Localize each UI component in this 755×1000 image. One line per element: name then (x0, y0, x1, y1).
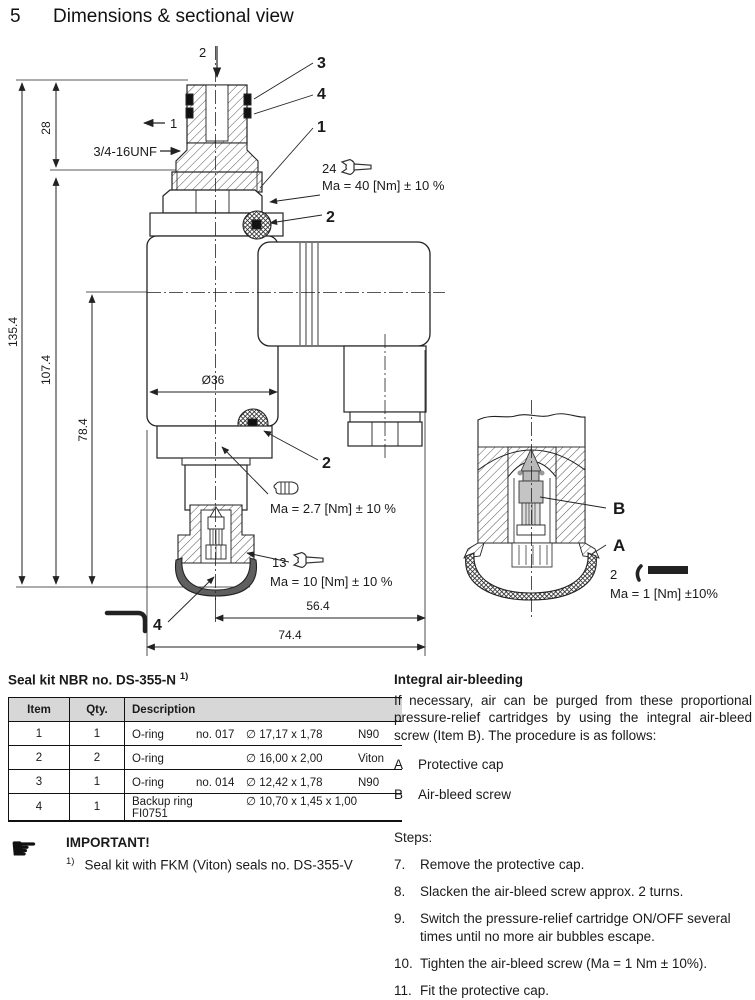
item-4b-label: 4 (153, 617, 162, 634)
step-item: 10. Tighten the air-bleed screw (Ma = 1 Nm ± 10%). (394, 956, 708, 972)
col-qty: Qty. (70, 698, 125, 722)
col-description: Description (125, 698, 403, 722)
detail-hex-size: 2 (610, 567, 618, 582)
legend-item: A Protective cap (394, 757, 504, 773)
hex-key-icon (107, 613, 145, 631)
detail-b-label: B (613, 499, 626, 518)
footnote-marker: 1) (179, 671, 189, 682)
item-1-label: 1 (317, 119, 326, 136)
legend-item: B Air-bleed screw (394, 786, 512, 802)
step-item: 11. Fit the protective cap. (394, 983, 550, 999)
section-number: 5 (10, 6, 21, 27)
port-2-label: 2 (199, 45, 207, 60)
detail-torque: Ma = 1 [Nm] ±10% (610, 586, 718, 601)
wrench-size-24: 24 (322, 161, 337, 176)
hand-turn-icon (274, 482, 298, 494)
item-2b-label: 2 (322, 455, 331, 472)
wrench-size-13: 13 (272, 555, 287, 570)
dim-135: 135.4 (6, 316, 20, 348)
col-item: Item (9, 698, 70, 722)
main-view (16, 46, 445, 656)
air-bleeding-paragraph: If necessary, air can be purged from these proportional pressure-relief cartridges by using the integral air-bleed screw (Item B). The procedure is as follows: (394, 692, 752, 743)
air-bleeding-section (394, 671, 752, 1000)
item-4-label: 4 (317, 86, 326, 103)
dim-56: 56.4 (306, 599, 330, 613)
air-bleeding-heading: Integral air-bleeding (394, 672, 524, 687)
dim-28: 28 (39, 121, 53, 135)
item-3-label: 3 (317, 55, 326, 72)
detail-a-label: A (613, 536, 626, 555)
wrench-icon (294, 553, 323, 568)
dim-107: 107.4 (39, 354, 53, 386)
important-note: $^{1)}$ Seal kit with FKM (Viton) seals no. DS-355-V (66, 856, 353, 873)
item-2-label: 2 (326, 209, 335, 226)
pointing-hand-icon: ☛ (10, 831, 38, 866)
table-row: 3 1 O-ring no. 014 ∅ 12,42 x 1,78 N90 (9, 770, 403, 794)
wrench-icon (342, 160, 371, 175)
table-header-row (9, 698, 403, 722)
step-item: 8. Slacken the air-bleed screw approx. 2 turns. (394, 884, 684, 900)
step-item: 9. Switch the pressure-relief cartridge ON/OFF several times until no more air bubbles escape. (394, 911, 731, 944)
table-row: 2 2 O-ring ∅ 16,00 x 2,00 Viton (9, 746, 403, 770)
seal-kit-table (8, 697, 402, 822)
torque-10: Ma = 10 [Nm] ± 10 % (270, 574, 393, 589)
dim-74: 74.4 (278, 628, 302, 642)
hex-key-icon (637, 566, 688, 580)
table-row: 4 1 Backup ring ∅ 10,70 x 1,45 x 1,00FI0751 (9, 794, 403, 822)
dim-78: 78.4 (76, 418, 90, 442)
steps-heading: Steps: (394, 830, 433, 846)
footnote-marker: 1) (66, 856, 75, 867)
seal-kit-title: Seal kit NBR no. DS-355-N $^{1)}$ (8, 671, 189, 688)
detail-view-labels (610, 499, 718, 601)
thread-label: 3/4-16UNF (93, 144, 157, 159)
important-heading: IMPORTANT! (66, 835, 150, 850)
section-title: Dimensions & sectional view (53, 6, 294, 27)
step-item: 7. Remove the protective cap. (394, 857, 585, 873)
dim-dia36: Ø36 (201, 373, 225, 387)
torque-2-7: Ma = 2.7 [Nm] ± 10 % (270, 501, 396, 516)
torque-40: Ma = 40 [Nm] ± 10 % (322, 178, 445, 193)
port-1-label: 1 (170, 116, 178, 131)
table-row: 1 1 O-ring no. 017 ∅ 17,17 x 1,78 N90 (9, 722, 403, 746)
